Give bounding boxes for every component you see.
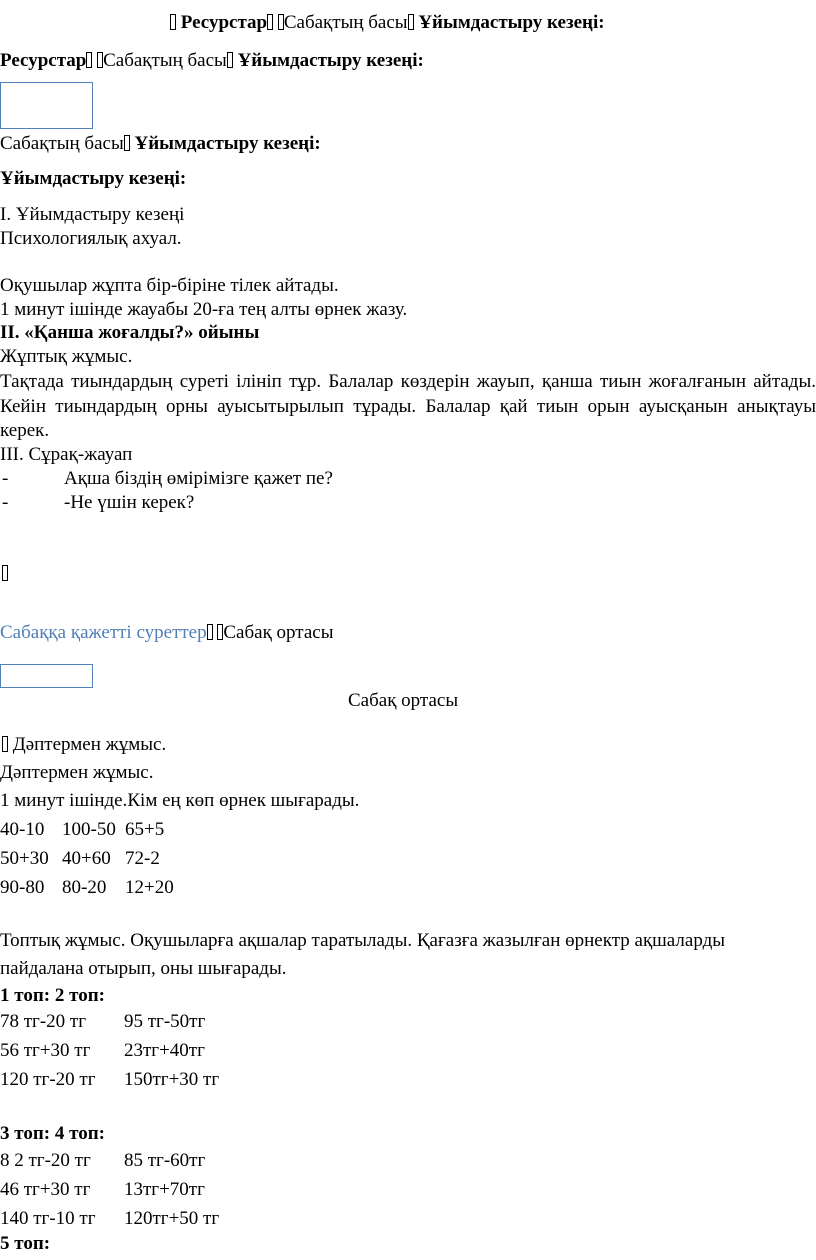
missing-glyph-icon [408,14,414,30]
table-row: 56 тг+30 тг 23тг+40тг [0,1040,205,1061]
groups-1-2-title: 1 топ: 2 топ: [0,985,105,1006]
pictures-line [0,622,333,644]
missing-glyph-icon [207,624,213,640]
part2-description: Тақтада тиындардың суреті ілініп тұр. Балалар көздерін жауып, қанша тиын жоғалғанын айтады. Кейін тиындардың орны ауысытырылып тұрады. Балалар қай тиын орын ауысқанын анықтауы керек. [0,371,816,441]
header-line-1 [170,12,605,34]
part1-minute-task: 1 минут ішінде жауабы 20-ға тең алты өрнек жазу. [0,299,408,320]
notebook-bullet-text: Дәптермен жұмыс. [12,734,167,755]
question-2: -Не үшін керек? [64,492,195,513]
part1-wishes: Оқушылар жұпта бір-біріне тілек айтады. [0,275,339,296]
resources-label: Ресурстар [0,50,87,71]
table-row: 120 тг-20 тг 150тг+30 тг [0,1069,220,1090]
table-row: 8 2 тг-20 тг 85 тг-60тг [0,1150,206,1171]
lesson-start-label: Сабақтың басы [0,133,124,154]
resources-label: Ресурстар [180,12,268,33]
part2-pair-work: Жұптық жұмыс. [0,346,133,367]
missing-glyph-icon [227,52,233,68]
image-placeholder-frame [0,82,93,129]
org-stage-label: Ұйымдастыру кезеңі: [134,133,321,154]
header-line-3 [0,133,321,155]
expression-row: 40-10 100-50 65+5 [0,819,165,840]
header-line-2 [0,50,424,72]
expression-row: 90-80 80-20 12+20 [0,877,174,898]
question-1: Ақша біздің өмірімізге қажет пе? [64,468,333,489]
part1-mood: Психологиялық ахуал. [0,228,182,249]
table-row: 78 тг-20 тг 95 тг-50тг [0,1011,206,1032]
expression-row: 50+30 40+60 72-2 [0,848,160,869]
org-stage-label: Ұйымдастыру кезеңі: [418,12,605,33]
minute-task: 1 минут ішінде.Кім ең көп өрнек шығарады. [0,790,360,811]
missing-glyph-icon [267,14,273,30]
lesson-start-label: Сабақтың басы [283,12,408,33]
question-2-dash: - [2,492,9,513]
missing-glyph-icon [170,14,176,30]
org-stage-label: Ұйымдастыру кезеңі: [237,50,424,71]
notebook-bullet-line [2,734,166,756]
groups-1-2-table [0,1007,219,1094]
middle-label: Сабақ ортасы [223,622,334,643]
missing-glyph-icon [124,135,130,151]
part2-title: II. «Қанша жоғалды?» ойыны [0,322,260,343]
groups-3-4-table [0,1146,219,1233]
header-line-4 [0,168,186,190]
org-stage-label: Ұйымдастыру кезеңі: [0,168,187,189]
group-work-intro: Топтық жұмыс. Оқушыларға ақшалар таратылады. Қағазға жазылған өрнектр ақшаларды [0,930,725,951]
part1-title: I. Ұйымдастыру кезеңі [0,204,185,225]
group-work-intro-2: пайдалана отырып, оны шығарады. [0,958,287,979]
missing-glyph-icon [86,52,92,68]
middle-heading: Сабақ ортасы [348,690,459,711]
expressions-grid [0,815,174,902]
pictures-link[interactable]: Сабаққа қажетті суреттер [0,622,207,643]
table-row: 140 тг-10 тг 120тг+50 тг [0,1208,220,1229]
missing-glyph-icon [2,736,8,752]
group-5-title: 5 топ: [0,1233,51,1254]
table-row: 46 тг+30 тг 13тг+70тг [0,1179,205,1200]
part3-title: III. Сұрақ-жауап [0,444,133,465]
groups-3-4-title: 3 топ: 4 топ: [0,1123,105,1144]
missing-glyph-icon [2,563,8,585]
lesson-start-label: Сабақтың басы [103,50,227,71]
notebook-work: Дәптермен жұмыс. [0,762,154,783]
question-1-dash: - [2,468,9,489]
image-placeholder-frame [0,664,93,688]
